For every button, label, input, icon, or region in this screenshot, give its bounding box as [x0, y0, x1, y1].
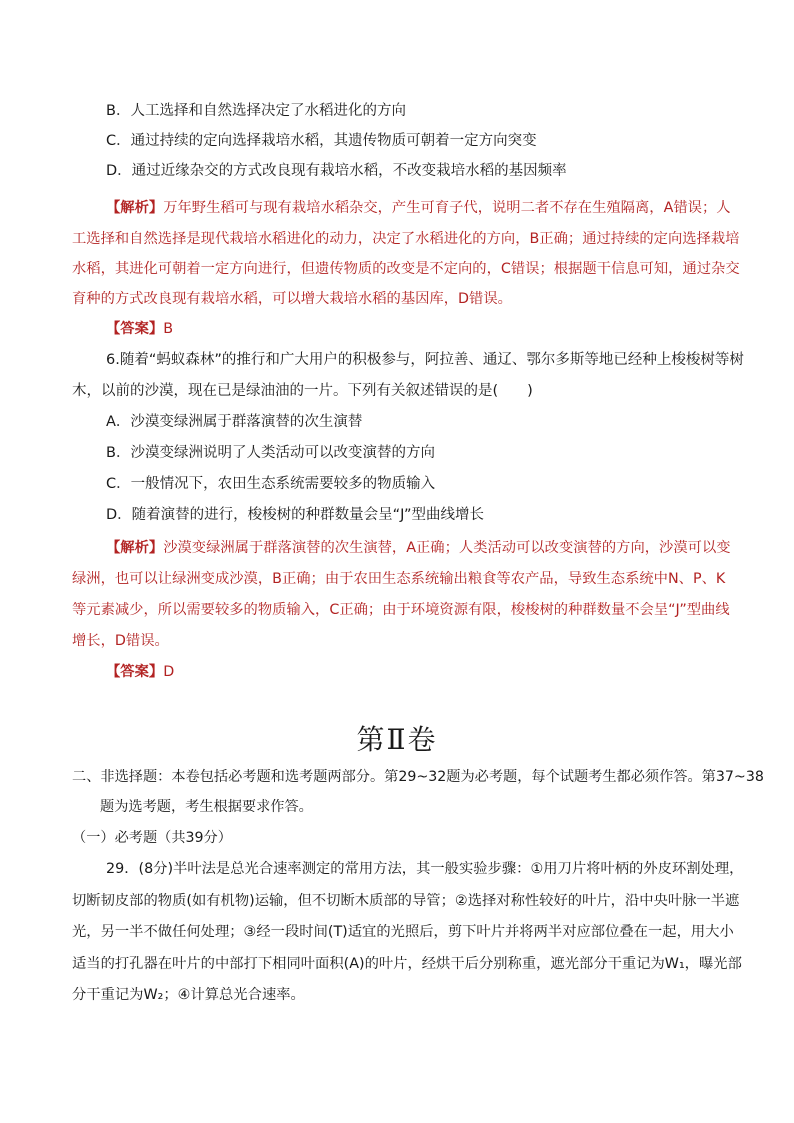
q6-option-d: D．随着演替的进行，梭梭树的种群数量会呈“J”型曲线增长: [106, 507, 485, 523]
q6-analysis-line-2: 绿洲，也可以让绿洲变成沙漠，B正确；由于农田生态系统输出粮食等农产品，导致生态系统中N、P、K: [72, 571, 726, 587]
q6-option-b: B．沙漠变绿洲说明了人类活动可以改变演替的方向: [106, 445, 435, 461]
q5-analysis-tag: 【解析】: [106, 200, 164, 216]
q6-stem-line-2: 木，以前的沙漠，现在已是绿油油的一片。下列有关叙述错误的是( ): [72, 383, 533, 399]
q6-option-a: A．沙漠变绿洲属于群落演替的次生演替: [106, 414, 363, 430]
q6-analysis-text-1: 沙漠变绿洲属于群落演替的次生演替，A正确；人类活动可以改变演替的方向，沙漠可以变: [163, 540, 731, 556]
q29-line-2: 切断韧皮部的物质(如有机物)运输，但不切断木质部的导管；②选择对称性较好的叶片，沿中央叶脉一半遮: [72, 893, 740, 909]
q6-analysis-tag: 【解析】: [106, 540, 164, 556]
q6-answer: [106, 662, 174, 682]
q5-analysis-line-1: [106, 198, 731, 218]
section-intro-line-2: 题为选考题，考生根据要求作答。: [100, 799, 313, 815]
section-subheading: （一）必考题（共39分）: [72, 830, 232, 846]
q6-analysis-line-3: 等元素减少，所以需要较多的物质输入，C正确；由于环境资源有限，梭梭树的种群数量不会呈“J”型曲线: [72, 602, 730, 618]
q5-option-d: D．通过近缘杂交的方式改良现有栽培水稻，不改变栽培水稻的基因频率: [106, 163, 567, 179]
q6-answer-tag: 【答案】: [106, 664, 164, 680]
q6-stem-line-1: 6.随着“蚂蚁森林”的推行和广大用户的积极参与，阿拉善、通辽、鄂尔多斯等地已经种上梭梭树等树: [106, 352, 744, 368]
q6-analysis-line-4: 增长，D错误。: [72, 633, 169, 649]
q29-line-1: 29．(8分)半叶法是总光合速率测定的常用方法，其一般实验步骤：①用刀片将叶柄的外皮环割处理，: [106, 861, 744, 877]
q29-line-3: 光，另一半不做任何处理；③经一段时间(T)适宜的光照后，剪下叶片并将两半对应部位叠在一起，用大小: [72, 924, 734, 940]
q5-analysis-line-3: 水稻，其进化可朝着一定方向进行，但遗传物质的改变是不定向的，C错误；根据题干信息可知，通过杂交: [72, 261, 740, 277]
q29-line-5: 分干重记为W₂；④计算总光合速率。: [72, 987, 305, 1003]
q5-option-c: C．通过持续的定向选择栽培水稻，其遗传物质可朝着一定方向突变: [106, 133, 537, 149]
q5-answer-value: B: [163, 321, 173, 337]
q5-answer-tag: 【答案】: [106, 321, 164, 337]
q5-option-b: B．人工选择和自然选择决定了水稻进化的方向: [106, 103, 406, 119]
q29-line-4: 适当的打孔器在叶片的中部打下相同叶面积(A)的叶片，经烘干后分别称重，遮光部分干重记为W₁，曝光部: [72, 956, 742, 972]
q5-analysis-line-4: 育种的方式改良现有栽培水稻，可以增大栽培水稻的基因库，D错误。: [72, 291, 512, 307]
q6-analysis-line-1: [106, 538, 731, 558]
q5-analysis-line-2: 工选择和自然选择是现代栽培水稻进化的动力，决定了水稻进化的方向，B正确；通过持续的定向选择栽培: [72, 231, 740, 247]
q5-analysis-text-1: 万年野生稻可与现有栽培水稻杂交，产生可育子代，说明二者不存在生殖隔离，A错误；人: [163, 200, 731, 216]
q5-answer: [106, 319, 173, 339]
q6-option-c: C．一般情况下，农田生态系统需要较多的物质输入: [106, 476, 436, 492]
section-intro-line-1: 二、非选择题：本卷包括必考题和选考题两部分。第29~32题为必考题，每个试题考生都必须作答。第37~38: [72, 769, 764, 785]
section-title: 第Ⅱ卷: [356, 723, 438, 756]
q6-answer-value: D: [163, 664, 175, 680]
